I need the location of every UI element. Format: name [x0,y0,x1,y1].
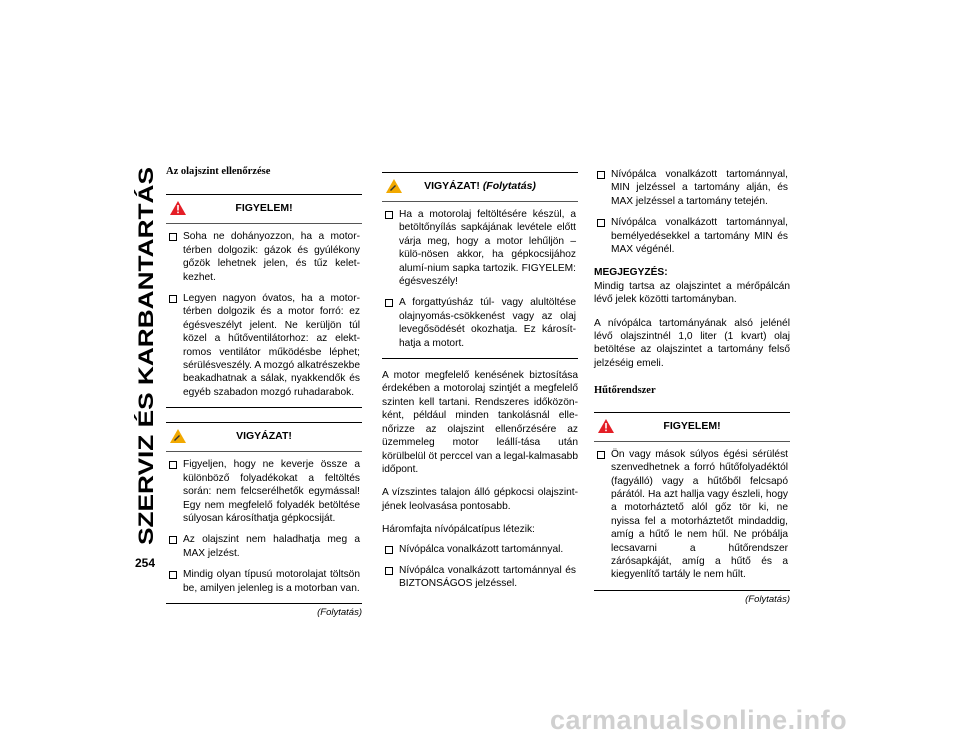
list-item: Nívópálca vonalkázott tartománnyal és BIZTONSÁGOS jelzéssel. [382,564,576,591]
list-item: Mindig olyan típusú motorolajat töltsön be, amilyen jelenleg is a motorban van. [166,568,360,595]
warning-box-1 [166,194,362,408]
caution-box-title: VIGYÁZAT! (Folytatás) [424,180,536,192]
list-item: Ha a motorolaj feltöltésére készül, a betöltőnyílás sapkájának levétele előtt várja meg, hogy a motor lehűljön – külö-nösen akkor, ha gépkocsijához alumí-nium sapka tartozik. FIGYELEM: égésveszély! [382,208,576,288]
checkbox-bullet-icon [169,461,177,469]
section-side-title [131,165,161,545]
paragraph: Háromfajta nívópálcatípus létezik: [382,524,535,536]
paragraph: A motor megfelelő kenésének biztosítása érdekében a motorolaj szintjét a megfelelő szinten kell tartani. Rendszeres időközön-ként, például minden tankolásnál elle-nőrizze az olajszint ellenőrzésére az üzemmeleg motor leállí-tása után körülbelül öt perccel van a legal-kalmasabb időpont. [382,370,578,475]
caution-box-title: VIGYÁZAT! [236,430,292,443]
caution-box-header [382,173,578,202]
list-item: Figyeljen, hogy ne keverje össze a különböző folyadékokat a feltöltés során: nem felcserélhetők egymással! Egy nem megfelelő folyadék betöltése súlyosan károsíthatja gépkocsiját. [166,458,360,525]
list-item: A forgattyúsház túl- vagy alultöltése olajnyomás-csökkenést vagy az olaj levegősödését okozhatja. Ez károsít-hatja a motort. [382,296,576,350]
section-side-title-text: SZERVIZ ÉS KARBANTARTÁS [135,242,158,545]
checkbox-bullet-icon [385,299,393,307]
column-2 [382,172,578,599]
checkbox-bullet-icon [597,451,605,459]
continued-label: (Folytatás) [745,593,790,605]
checkbox-bullet-icon [385,211,393,219]
caution-box-continued [382,172,578,359]
list-item: Nívópálca vonalkázott tartománnyal, MIN jelzéssel a tartomány alján, és MAX jelzéssel a tartomány tetején. [594,168,788,208]
list-item: Ön vagy mások súlyos égési sérülést szenvedhetnek a forró hűtőfolyadéktól (fagyálló) vagy a hűtőből felcsapó párától. Ha azt hallja vagy észleli, hogy a motorháztető alól gőz tör ki, ne nyissa fel a motorháztetőt mindaddig, amíg a hűtő le nem hűl. Ne próbálja lecsavarni a hűtőrendszer zárósapkáját, amíg a hűtő és a kiegyenlítő tartály le nem hűlt. [594,448,788,582]
checkbox-bullet-icon [597,219,605,227]
checkbox-bullet-icon [385,567,393,575]
list-item: Nívópálca vonalkázott tartománnyal. [382,543,576,556]
column-1 [166,165,362,619]
continued-label: (Folytatás) [317,606,362,618]
warning-box-header [166,195,362,224]
warning-box-title: FIGYELEM! [235,202,293,215]
checkbox-bullet-icon [169,571,177,579]
list-item: Nívópálca vonalkázott tartománnyal, bemélyedésekkel a tartomány MIN és MAX végénél. [594,216,788,256]
paragraph: A vízszintes talajon álló gépkocsi olajszint-jének leolvasása pontosabb. [382,487,578,512]
watermark: carmanualsonline.info [550,705,848,735]
paragraph: A nívópálca tartományának alsó jelénél lévő olajszintnél 1,0 liter (1 kvart) olaj betöltése az olajszintet a tartomány felső jelzéséig emeli. [594,317,790,369]
section-heading-cooling: Hűtőrendszer [594,385,656,397]
caution-box-1 [166,422,362,604]
note-title: MEGJEGYZÉS: [594,267,668,279]
section-heading-oil-check: Az olajszint ellenőrzése [166,166,271,177]
list-item: Legyen nagyon óvatos, ha a motor-térben dolgozik és a motor forró: ez égésveszélyt jelent. Ne kerüljön túl közel a hűtőventilátorhoz: az elekt-romos ventilátor működésbe léphet; sérülésveszély. A mozgó alkatrészekbe beakadhatnak a sálak, nyakkendők és egyéb szabadon mozgó ruhadarabok. [166,292,360,399]
list-item: Soha ne dohányozzon, ha a motor-térben dolgozik: gázok és gyúlékony gőzök lehetnek jelen, és tűz kelet-kezhet. [166,230,360,284]
note-text: Mindig tartsa az olajszintet a mérőpálcán lévő jelek közötti tartományban. [594,280,790,306]
warning-box-title: FIGYELEM! [663,419,721,432]
column-3 [594,168,790,606]
checkbox-bullet-icon [169,233,177,241]
caution-box-header [166,423,362,452]
warning-box-header [594,413,790,442]
checkbox-bullet-icon [169,536,177,544]
checkbox-bullet-icon [385,546,393,554]
page-number: 254 [135,556,156,570]
checkbox-bullet-icon [597,171,605,179]
list-item: Az olajszint nem haladhatja meg a MAX jelzést. [166,533,360,560]
checkbox-bullet-icon [169,295,177,303]
warning-box-cooling [594,412,790,591]
